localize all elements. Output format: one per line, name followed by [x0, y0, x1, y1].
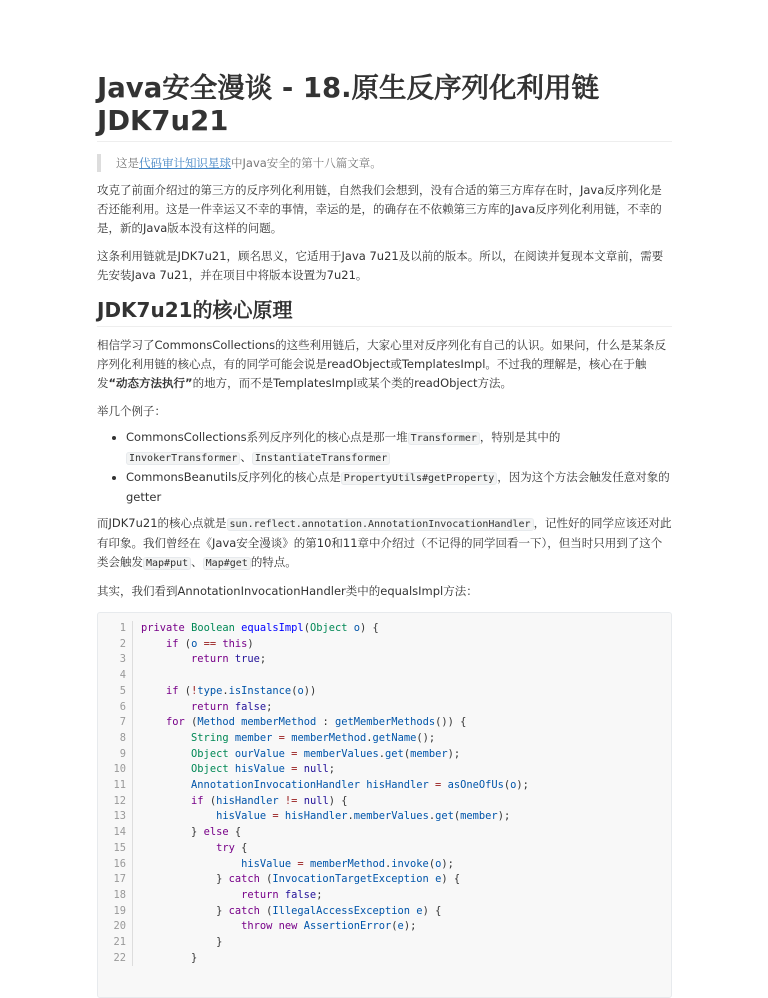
- code-line: 16 hisValue = memberMethod.invoke(o);: [98, 857, 671, 873]
- b1-code1: Transformer: [408, 432, 480, 445]
- section-heading: JDK7u21的核心原理: [97, 297, 672, 327]
- knowledge-planet-link[interactable]: 代码审计知识星球: [139, 156, 231, 170]
- b2-code1: PropertyUtils#getProperty: [341, 472, 498, 485]
- p5-c3: Map#get: [203, 557, 251, 570]
- code-line: 12 if (hisHandler != null) {: [98, 794, 671, 810]
- paragraph-6: 其实，我们看到AnnotationInvocationHandler类中的equalsImpl方法：: [97, 584, 478, 598]
- p5-t4: 的特点。: [250, 555, 297, 569]
- code-line: 22 }: [98, 951, 671, 967]
- paragraph-5: [97, 514, 672, 573]
- code-line: 7 for (Method memberMethod : getMemberMethods()) {: [98, 715, 671, 731]
- code-line: 11 AnnotationInvocationHandler hisHandler = asOneOfUs(o);: [98, 778, 671, 794]
- p3-bold: “动态方法执行”: [108, 376, 193, 390]
- paragraph-1: 攻克了前面介绍过的第三方的反序列化利用链，自然我们会想到，没有合适的第三方库存在时，Java反序列化是否还能利用。这是一件幸运又不幸的事情，幸运的是，的确存在不依赖第三方库的Java反序列化利用链，不幸的是，新的Java版本没有这样的问题。: [97, 183, 662, 235]
- b1-text1: CommonsCollections系列反序列化的核心点是那一堆: [126, 430, 408, 444]
- page-title: Java安全漫谈 - 18.原生反序列化利用链 JDK7u21: [97, 72, 672, 142]
- article: [97, 72, 672, 998]
- b2-text2: ，因为这个方法会触发任意对象的getter: [126, 470, 670, 504]
- code-line: 6 return false;: [98, 700, 671, 716]
- code-line: 4: [98, 668, 671, 684]
- b1-text2: ，特别是其中的: [479, 430, 561, 444]
- code-line: 13 hisValue = hisHandler.memberValues.get(member);: [98, 809, 671, 825]
- p5-t1: 而JDK7u21的核心点就是: [97, 516, 227, 530]
- p5-c2: Map#put: [143, 557, 191, 570]
- code-line: 19 } catch (IllegalAccessException e) {: [98, 904, 671, 920]
- code-line: 3 return true;: [98, 652, 671, 668]
- code-line: 20 throw new AssertionError(e);: [98, 919, 671, 935]
- b1-sep: 、: [240, 450, 252, 464]
- example-list: [97, 428, 672, 507]
- code-line: 21 }: [98, 935, 671, 951]
- code-line: 8 String member = memberMethod.getName();: [98, 731, 671, 747]
- code-line: 9 Object ourValue = memberValues.get(member);: [98, 747, 671, 763]
- code-line: 17 } catch (InvocationTargetException e) {: [98, 872, 671, 888]
- b2-text1: CommonsBeanutils反序列化的核心点是: [126, 470, 341, 484]
- quote-prefix: 这是: [116, 156, 139, 170]
- code-block: [97, 612, 672, 998]
- code-line: 14 } else {: [98, 825, 671, 841]
- list-item: [126, 468, 672, 507]
- list-item: [126, 428, 672, 468]
- paragraph-4: 举几个例子：: [97, 404, 166, 418]
- code-line: 15 try {: [98, 841, 671, 857]
- p5-t3: 、: [191, 555, 203, 569]
- code-line: 1 private Boolean equalsImpl(Object o) {: [98, 621, 671, 637]
- b1-code2: InvokerTransformer: [126, 452, 240, 465]
- paragraph-3: [97, 336, 672, 393]
- b1-code3: InstantiateTransformer: [252, 452, 390, 465]
- paragraph-2: 这条利用链就是JDK7u21，顾名思义，它适用于Java 7u21及以前的版本。所以，在阅读并复现本文章前，需要先安装Java 7u21，并在项目中将版本设置为7u21。: [97, 249, 664, 282]
- p3-text-after: 的地方，而不是TemplatesImpl或某个类的readObject方法。: [192, 376, 513, 390]
- code-line: 10 Object hisValue = null;: [98, 762, 671, 778]
- p3-text-before: 相信学习了CommonsCollections的这些利用链后，大家心里对反序列化有自己的认识。如果问，什么是某条反序列化利用链的核心点，有的同学可能会说是readObject或TemplatesImpl。不过我的理解是，核心在于触发: [97, 338, 667, 390]
- code-line: 2 if (o == this): [98, 637, 671, 653]
- p5-c1: sun.reflect.annotation.AnnotationInvocationHandler: [227, 518, 534, 531]
- intro-quote: [97, 154, 672, 172]
- quote-suffix: 中Java安全的第十八篇文章。: [231, 156, 382, 170]
- p5-t2: ，记性好的同学应该还对此有印象。我们曾经在《Java安全漫谈》的第10和11章中介绍过（不记得的同学回看一下），但当时只用到了这个类会触发: [97, 516, 672, 569]
- code-line: 5 if (!type.isInstance(o)): [98, 684, 671, 700]
- code-line: 18 return false;: [98, 888, 671, 904]
